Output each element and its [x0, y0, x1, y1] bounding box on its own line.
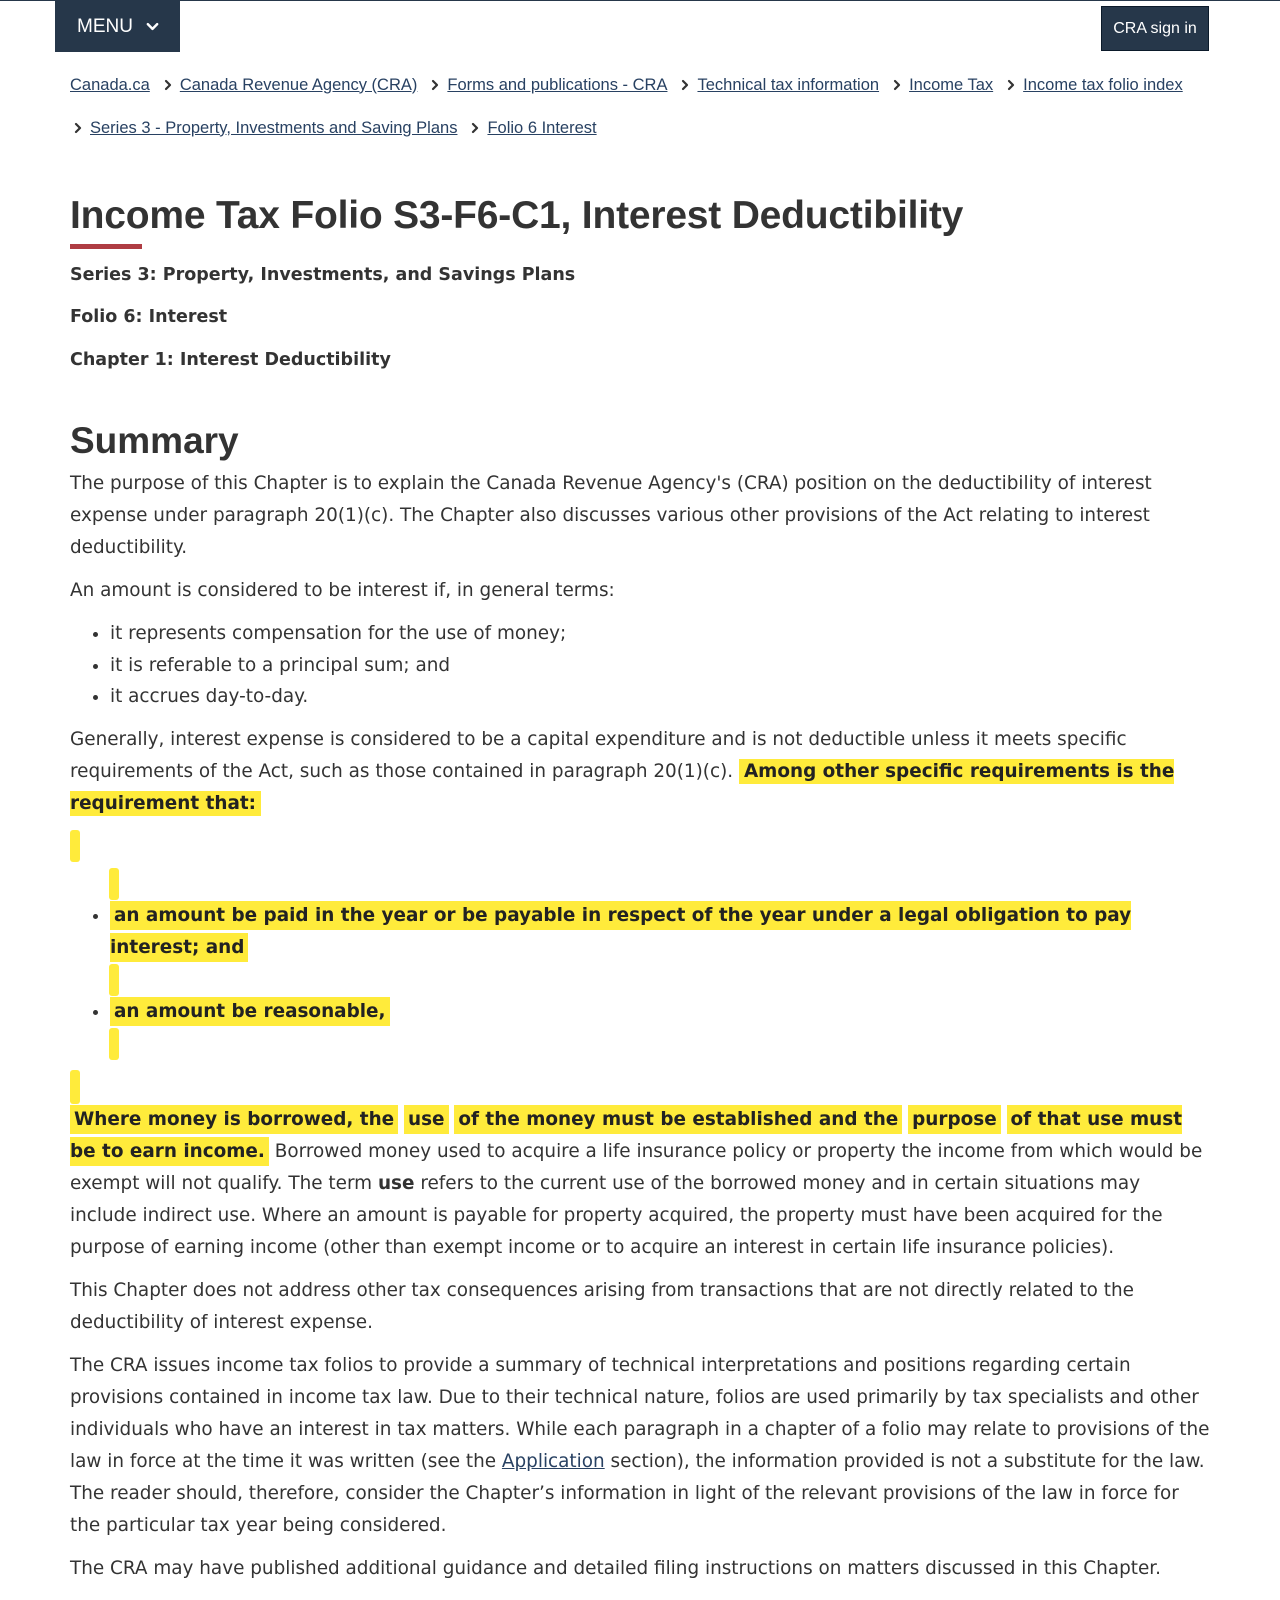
list-item [110, 964, 1210, 1060]
highlighted-text: of the money must be established and the [454, 1105, 902, 1134]
breadcrumb-item [457, 119, 596, 138]
page-title: Income Tax Folio S3-F6-C1, Interest Deductibility [70, 194, 964, 237]
breadcrumb-item [70, 119, 457, 138]
series-label: Series 3: Property, Investments, and Savings Plans [70, 265, 576, 285]
highlighted-term-purpose: purpose [908, 1105, 1001, 1134]
breadcrumb-link-forms-publications[interactable]: Forms and publications - CRA [447, 75, 668, 94]
breadcrumb-item [417, 76, 667, 95]
list-item: • it is referable to a principal sum; and [110, 650, 1210, 682]
breadcrumb-item [879, 76, 993, 95]
application-link[interactable]: Application [501, 1450, 605, 1472]
highlight-marker [109, 868, 119, 900]
summary-paragraph-5: This Chapter does not address other tax consequences arising from transactions that are not directly related to the deductibility of interest expense. [70, 1279, 1134, 1333]
summary-paragraph-7: The CRA may have published additional guidance and detailed filing instructions on matters discussed in this Chapter. [70, 1557, 1161, 1579]
paragraph-text: section), the information provided is not a substitute for the law. The reader should, therefore, consider the Chapter’s information in light of the relevant provisions of the law in force for the particular tax year being considered. [70, 1450, 1205, 1536]
paragraph-text: Borrowed money used to acquire a life insurance policy or property the income from which would be exempt will not qualify. The term [70, 1140, 1203, 1194]
highlight-marker [109, 1028, 119, 1060]
folio-label: Folio 6: Interest [70, 307, 228, 327]
paragraph-text: Generally, interest expense is considered to be a capital expenditure and is not deductible unless it meets specific requirements of the Act, such as those contained in paragraph 20(1)(c). [70, 728, 1127, 782]
breadcrumb-link-cra[interactable]: Canada Revenue Agency (CRA) [179, 75, 418, 94]
menu-button[interactable] [55, 1, 180, 52]
chevron-right-icon [72, 122, 84, 134]
title-underline [70, 244, 142, 249]
list-item: • it accrues day-to-day. [110, 681, 1210, 713]
chevron-right-icon [162, 79, 174, 91]
summary-paragraph-4 [70, 1104, 1210, 1264]
highlighted-text: Among other specific requirements is the requirement that: [70, 760, 1175, 814]
summary-paragraph-1: The purpose of this Chapter is to explain the Canada Revenue Agency's (CRA) position on the deductibility of interest expense under paragraph 20(1)(c). The Chapter also discusses various other provisions of the Act relating to interest deductibility. [70, 473, 1152, 558]
menu-label: MENU [77, 15, 133, 37]
breadcrumb-row-1 [70, 72, 1230, 98]
breadcrumb-item [667, 76, 879, 95]
breadcrumb-item [993, 76, 1183, 95]
list-item [110, 868, 1210, 964]
summary-paragraph-6 [70, 1350, 1210, 1542]
main-content [70, 190, 1210, 1585]
highlighted-text: an amount be paid in the year or be payable in respect of the year under a legal obligation to pay interest; and [110, 901, 1131, 962]
highlighted-text: Where money is borrowed, the [70, 1105, 398, 1134]
chevron-right-icon [429, 79, 441, 91]
chevron-right-icon [1005, 79, 1017, 91]
breadcrumb [70, 72, 1230, 141]
highlight-marker [70, 1070, 80, 1104]
cra-sign-in-button[interactable]: CRA sign in [1101, 6, 1209, 51]
summary-paragraph-3 [70, 724, 1210, 820]
breadcrumb-link-income-tax[interactable]: Income Tax [909, 75, 994, 94]
highlighted-term-use: use [404, 1105, 449, 1134]
summary-paragraph-2: An amount is considered to be interest if, in general terms: [70, 580, 615, 601]
highlight-marker [70, 830, 80, 862]
chevron-right-icon [679, 79, 691, 91]
requirements-list [70, 868, 1210, 1060]
summary-heading: Summary [70, 420, 239, 461]
breadcrumb-item [70, 76, 150, 95]
top-border [0, 0, 1280, 1]
interest-criteria-list [70, 618, 1210, 713]
breadcrumb-link-canada-ca[interactable]: Canada.ca [70, 75, 150, 94]
chapter-label: Chapter 1: Interest Deductibility [70, 350, 391, 370]
paragraph-text: The CRA issues income tax folios to provide a summary of technical interpretations and positions regarding certain provisions contained in income tax law. Due to their technical nature, folios are used primarily by tax specialists and other individuals who have an interest in tax matters. While each paragraph in a chapter of a folio may relate to provisions of the law in force at the time it was written (see the [70, 1354, 1210, 1472]
term-use: use [377, 1172, 415, 1194]
chevron-right-icon [891, 79, 903, 91]
chevron-down-icon [145, 19, 160, 34]
breadcrumb-link-technical-tax-info[interactable]: Technical tax information [697, 75, 880, 94]
breadcrumb-link-folio-index[interactable]: Income tax folio index [1023, 75, 1183, 94]
breadcrumb-link-folio-6[interactable]: Folio 6 Interest [487, 118, 597, 137]
chevron-right-icon [469, 122, 481, 134]
list-item: • it represents compensation for the use of money; [110, 618, 1210, 650]
breadcrumb-link-series-3[interactable]: Series 3 - Property, Investments and Saving Plans [90, 118, 458, 137]
paragraph-text: refers to the current use of the borrowed money and in certain situations may include indirect use. Where an amount is payable for property acquired, the property must have been acquired for the purpose of earning income (other than exempt income or to acquire an interest in certain life insurance policies). [70, 1172, 1163, 1258]
highlight-marker [109, 964, 119, 996]
highlighted-text: an amount be reasonable, [110, 997, 390, 1026]
highlighted-text: of that use must be to earn income. [70, 1105, 1182, 1166]
breadcrumb-item [150, 76, 418, 95]
breadcrumb-row-2 [70, 115, 1230, 141]
